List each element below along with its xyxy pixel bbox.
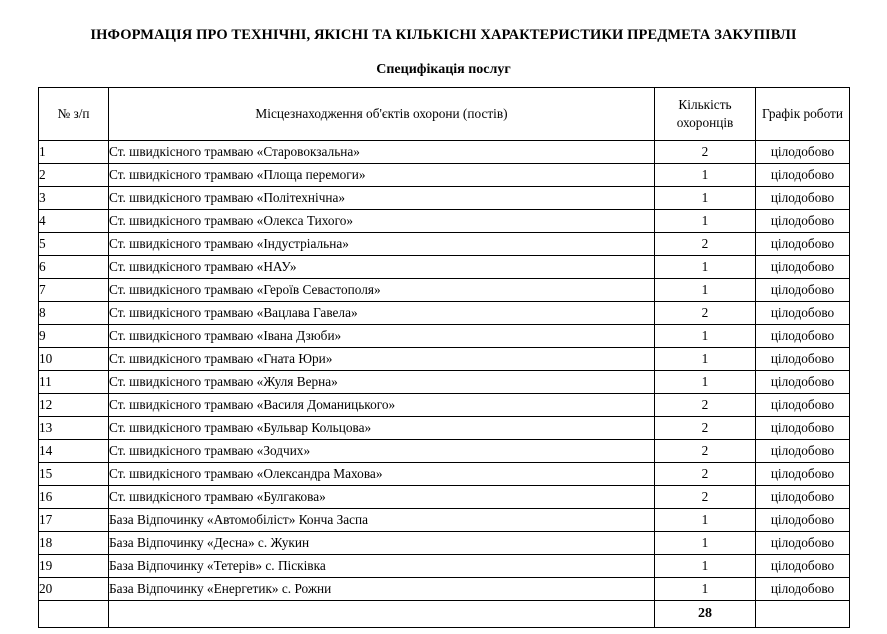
specification-table <box>38 87 850 628</box>
table-row <box>39 186 850 209</box>
row-guard-count: 1 <box>655 209 756 232</box>
row-work-schedule: цілодобово <box>756 301 850 324</box>
row-location: Ст. швидкісного трамваю «Площа перемоги» <box>109 163 655 186</box>
total-location-cell <box>109 600 655 627</box>
row-number: 16 <box>39 485 109 508</box>
row-number: 18 <box>39 531 109 554</box>
row-number: 19 <box>39 554 109 577</box>
row-guard-count: 1 <box>655 278 756 301</box>
column-header-work-schedule: Графік роботи <box>756 87 850 140</box>
table-row <box>39 324 850 347</box>
row-location: База Відпочинку «Десна» с. Жукин <box>109 531 655 554</box>
row-location: Ст. швидкісного трамваю «Бульвар Кольцова» <box>109 416 655 439</box>
row-location: Ст. швидкісного трамваю «Вацлава Гавела» <box>109 301 655 324</box>
row-work-schedule: цілодобово <box>756 209 850 232</box>
row-guard-count: 2 <box>655 232 756 255</box>
table-row <box>39 209 850 232</box>
row-work-schedule: цілодобово <box>756 232 850 255</box>
table-row <box>39 370 850 393</box>
row-number: 6 <box>39 255 109 278</box>
row-work-schedule: цілодобово <box>756 531 850 554</box>
row-work-schedule: цілодобово <box>756 163 850 186</box>
row-guard-count: 1 <box>655 577 756 600</box>
row-number: 3 <box>39 186 109 209</box>
row-guard-count: 1 <box>655 508 756 531</box>
row-work-schedule: цілодобово <box>756 255 850 278</box>
row-number: 14 <box>39 439 109 462</box>
table-row <box>39 416 850 439</box>
row-work-schedule: цілодобово <box>756 278 850 301</box>
table-row <box>39 232 850 255</box>
table-row <box>39 255 850 278</box>
row-work-schedule: цілодобово <box>756 370 850 393</box>
row-location: База Відпочинку «Енергетик» с. Рожни <box>109 577 655 600</box>
table-row <box>39 278 850 301</box>
row-guard-count: 2 <box>655 416 756 439</box>
table-row <box>39 554 850 577</box>
table-header-row <box>39 87 850 140</box>
table-row <box>39 531 850 554</box>
table-body <box>39 140 850 627</box>
specification-table-container <box>0 87 887 628</box>
row-work-schedule: цілодобово <box>756 508 850 531</box>
row-location: База Відпочинку «Тетерів» с. Пісківка <box>109 554 655 577</box>
row-number: 10 <box>39 347 109 370</box>
page-title: ІНФОРМАЦІЯ ПРО ТЕХНІЧНІ, ЯКІСНІ ТА КІЛЬКІСНІ ХАРАКТЕРИСТИКИ ПРЕДМЕТА ЗАКУПІВЛІ <box>90 26 797 43</box>
row-number: 20 <box>39 577 109 600</box>
row-location: Ст. швидкісного трамваю «Гната Юри» <box>109 347 655 370</box>
row-location: Ст. швидкісного трамваю «Старовокзальна» <box>109 140 655 163</box>
row-number: 1 <box>39 140 109 163</box>
table-header <box>39 87 850 140</box>
row-location: Ст. швидкісного трамваю «Івана Дзюби» <box>109 324 655 347</box>
row-number: 7 <box>39 278 109 301</box>
total-number-cell <box>39 600 109 627</box>
row-location: Ст. швидкісного трамваю «Олександра Махова» <box>109 462 655 485</box>
row-guard-count: 1 <box>655 370 756 393</box>
total-schedule-cell <box>756 600 850 627</box>
specification-subtitle: Специфікація послуг <box>376 61 511 77</box>
row-guard-count: 1 <box>655 347 756 370</box>
table-row <box>39 439 850 462</box>
table-row <box>39 393 850 416</box>
row-guard-count: 2 <box>655 439 756 462</box>
row-number: 8 <box>39 301 109 324</box>
row-guard-count: 1 <box>655 554 756 577</box>
row-number: 17 <box>39 508 109 531</box>
row-number: 15 <box>39 462 109 485</box>
row-work-schedule: цілодобово <box>756 485 850 508</box>
column-header-number: № з/п <box>39 87 109 140</box>
row-work-schedule: цілодобово <box>756 324 850 347</box>
table-row <box>39 347 850 370</box>
row-guard-count: 2 <box>655 393 756 416</box>
table-row <box>39 508 850 531</box>
table-total-row <box>39 600 850 627</box>
row-number: 11 <box>39 370 109 393</box>
row-location: Ст. швидкісного трамваю «Зодчих» <box>109 439 655 462</box>
row-guard-count: 1 <box>655 255 756 278</box>
row-guard-count: 1 <box>655 163 756 186</box>
row-location: Ст. швидкісного трамваю «Василя Доманицького» <box>109 393 655 416</box>
row-work-schedule: цілодобово <box>756 347 850 370</box>
total-guard-count: 28 <box>655 600 756 627</box>
row-guard-count: 1 <box>655 186 756 209</box>
row-work-schedule: цілодобово <box>756 393 850 416</box>
row-location: Ст. швидкісного трамваю «Булгакова» <box>109 485 655 508</box>
row-guard-count: 2 <box>655 462 756 485</box>
table-row <box>39 577 850 600</box>
row-location: Ст. швидкісного трамваю «Олекса Тихого» <box>109 209 655 232</box>
table-row <box>39 163 850 186</box>
row-number: 9 <box>39 324 109 347</box>
row-number: 12 <box>39 393 109 416</box>
table-row <box>39 462 850 485</box>
row-work-schedule: цілодобово <box>756 186 850 209</box>
document-page <box>0 10 887 634</box>
column-header-guard-count: Кількість охоронців <box>655 87 756 140</box>
row-guard-count: 1 <box>655 531 756 554</box>
row-location: Ст. швидкісного трамваю «Героїв Севастополя» <box>109 278 655 301</box>
table-row <box>39 140 850 163</box>
row-location: Ст. швидкісного трамваю «НАУ» <box>109 255 655 278</box>
row-number: 13 <box>39 416 109 439</box>
row-location: Ст. швидкісного трамваю «Політехнічна» <box>109 186 655 209</box>
row-number: 4 <box>39 209 109 232</box>
row-work-schedule: цілодобово <box>756 439 850 462</box>
column-header-location: Місцезнаходження об'єктів охорони (постів) <box>109 87 655 140</box>
row-guard-count: 2 <box>655 485 756 508</box>
row-location: Ст. швидкісного трамваю «Жуля Верна» <box>109 370 655 393</box>
table-row <box>39 485 850 508</box>
row-guard-count: 2 <box>655 140 756 163</box>
row-number: 2 <box>39 163 109 186</box>
row-guard-count: 1 <box>655 324 756 347</box>
row-work-schedule: цілодобово <box>756 140 850 163</box>
row-work-schedule: цілодобово <box>756 462 850 485</box>
table-row <box>39 301 850 324</box>
row-location: База Відпочинку «Автомобіліст» Конча Заспа <box>109 508 655 531</box>
row-number: 5 <box>39 232 109 255</box>
row-guard-count: 2 <box>655 301 756 324</box>
row-work-schedule: цілодобово <box>756 577 850 600</box>
row-work-schedule: цілодобово <box>756 554 850 577</box>
row-location: Ст. швидкісного трамваю «Індустріальна» <box>109 232 655 255</box>
row-work-schedule: цілодобово <box>756 416 850 439</box>
